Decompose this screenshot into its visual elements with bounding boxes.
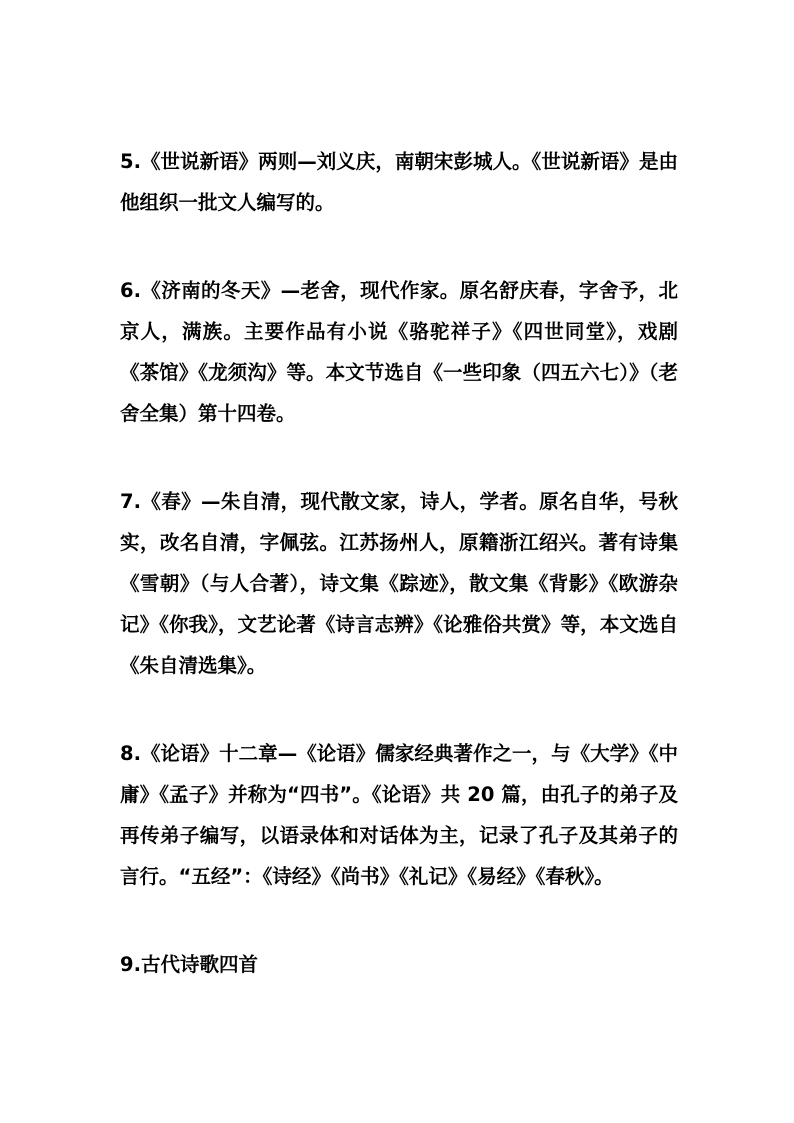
paragraph-ancient-poems: 9.古代诗歌四首 xyxy=(120,953,258,976)
paragraph-shishuo-xinyu: 5.《世说新语》两则—刘义庆，南朝宋彭城人。《世说新语》是由他组织一批文人编写的。 xyxy=(120,150,678,214)
paragraph-jinan-winter: 6.《济南的冬天》—老舍，现代作家。原名舒庆春，字舍予，北京人，满族。主要作品有小说《骆驼祥子》《四世同堂》，戏剧《茶馆》《龙须沟》等。本文节选自《一些印象（四五六七）》（老舍全集）第十四卷。 xyxy=(120,279,678,425)
paragraph-lunyu: 8.《论语》十二章—《论语》儒家经典著作之一，与《大学》《中庸》《孟子》并称为“四书”。《论语》共 20 篇，由孔子的弟子及再传弟子编写，以语录体和对话体为主，记录了孔子及其弟子的言行。“五经”：《诗经》《尚书》《礼记》《易经》《春秋》。 xyxy=(120,742,678,888)
paragraph-chun: 7.《春》—朱自清，现代散文家，诗人，学者。原名自华，号秋实，改名自清，字佩弦。江苏扬州人，原籍浙江绍兴。著有诗集《雪朝》（与人合著），诗文集《踪迹》，散文集《背影》《欧游杂记》《你我》，文艺论著《诗言志辨》《论雅俗共赏》等，本文选自《朱自清选集》。 xyxy=(120,490,678,677)
document-body xyxy=(120,141,678,985)
